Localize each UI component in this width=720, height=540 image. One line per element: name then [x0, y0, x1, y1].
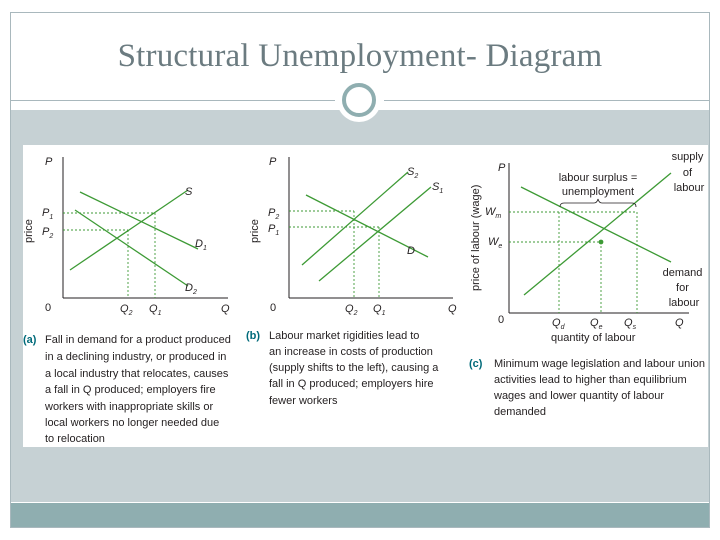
c-origin: 0 [498, 314, 505, 326]
b-axis-x: Q [448, 303, 457, 315]
a-caption: Fall in demand for a product produced in a declining industry, or produced in a local industry that relocates, causes a fall in Q produced; employers fire workers with inappropriate skills or local workers no longer needed due to relocation [45, 334, 231, 445]
c-wm-label: $W_m$ [485, 206, 502, 220]
title-rule-left [11, 100, 335, 101]
c-surplus-line2: unemployment [561, 186, 635, 198]
b-caption-letter: (b) [246, 330, 261, 342]
b-caption: Labour market rigidities lead to an increase in costs of production (supply shifts to the left), causing a fall in Q produced; employers hire fewer workers [269, 330, 439, 407]
b-axis-y-label: price [249, 219, 261, 243]
a-demand-d2-curve [75, 210, 188, 286]
c-we-label: $W_e$ [488, 236, 503, 250]
title-rule-right [384, 100, 709, 101]
c-surplus-brace [560, 199, 636, 207]
a-demand-d1-curve [80, 192, 198, 249]
a-axis-y-label: price [23, 219, 35, 243]
b-s2-label: $S_2$ [407, 166, 419, 180]
b-q2-label: $Q_2$ [345, 303, 358, 317]
c-axis-x-label: quantity of labour [551, 332, 636, 344]
diagrams-svg [23, 145, 708, 447]
c-surplus-line1: labour surplus = [558, 172, 638, 184]
c-qd-label: $Q_d$ [552, 317, 565, 331]
c-qs-label: $Q_s$ [624, 317, 637, 331]
c-axis-y-label: price of labour (wage) [470, 184, 482, 291]
b-p2-label: $P_2$ [268, 207, 280, 221]
c-demand-curve [521, 187, 671, 262]
diagram-c [469, 151, 708, 418]
c-axis-x: Q [675, 317, 684, 329]
a-supply-label: S [185, 186, 193, 198]
footer-bar [11, 503, 709, 527]
b-q1-label: $Q_1$ [373, 303, 386, 317]
a-q2-label: $Q_2$ [120, 303, 133, 317]
c-supply-label: supply of labour [671, 151, 705, 194]
c-caption: Minimum wage legislation and labour union activities lead to higher than equilibrium wages and lower quantity of labour demanded [494, 358, 705, 418]
c-axis-y: P [498, 162, 506, 174]
diagram-b [246, 156, 457, 407]
c-qe-label: $Q_e$ [590, 317, 603, 331]
a-caption-letter: (a) [23, 334, 37, 346]
a-q1-label: $Q_1$ [149, 303, 162, 317]
a-origin: 0 [45, 302, 52, 314]
a-axis-y: P [45, 156, 53, 168]
b-demand-label: D [407, 245, 415, 257]
b-p1-label: $P_1$ [268, 223, 280, 237]
c-caption-letter: (c) [469, 358, 483, 370]
slide-title: Structural Unemployment- Diagram [117, 38, 603, 74]
b-s1-label: $S_1$ [432, 181, 444, 195]
a-d2-label: $D_2$ [185, 282, 197, 296]
a-axis-x: Q [221, 303, 230, 315]
a-p1-label: $P_1$ [42, 207, 54, 221]
diagrams-figure [23, 145, 708, 447]
diagram-a [23, 156, 234, 445]
a-d1-label: $D_1$ [195, 238, 207, 252]
b-origin: 0 [270, 302, 277, 314]
c-demand-label: demand for labour [662, 267, 703, 309]
b-axis-y: P [269, 156, 277, 168]
a-p2-label: $P_2$ [42, 226, 54, 240]
ring-ornament-icon [337, 78, 381, 122]
